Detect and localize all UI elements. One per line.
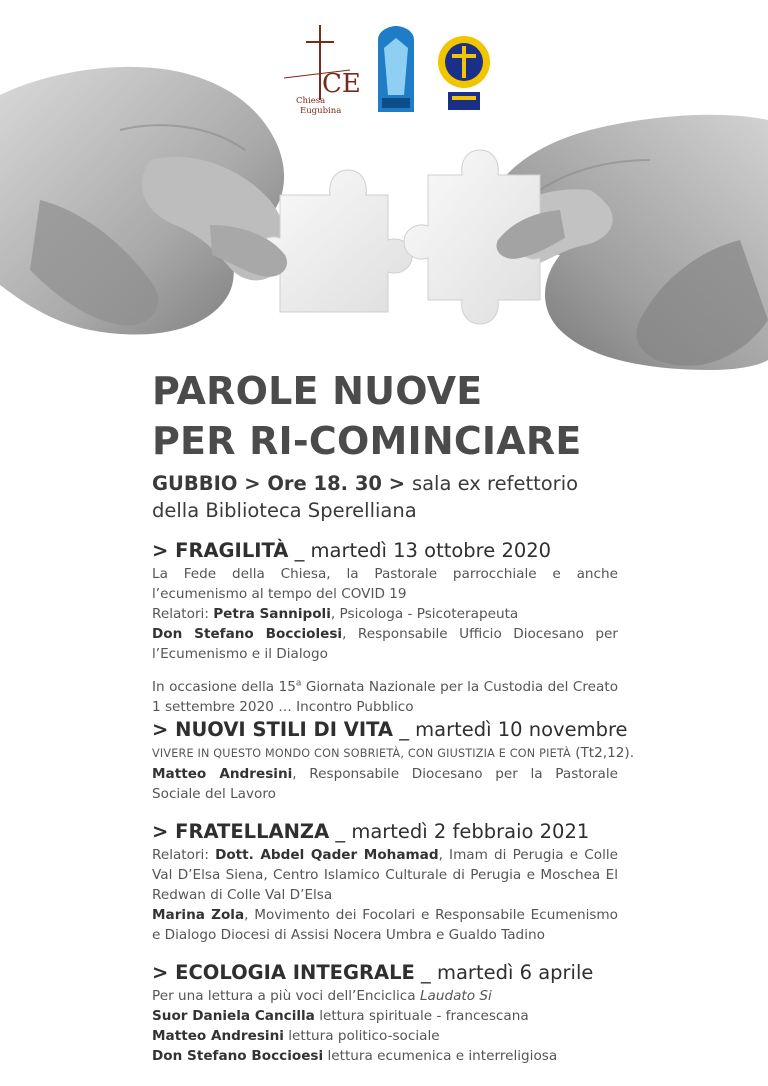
chiesa-monogram: CE: [322, 69, 361, 99]
speaker-role: , Responsabile Diocesano per la Pastorale Sociale del Lavoro: [152, 766, 618, 802]
speaker-role: , Psicologa - Psicoterapeuta: [330, 606, 519, 622]
diocese-arch-logo: [378, 26, 414, 112]
event-fratellanza: [152, 819, 618, 945]
speaker-role: lettura spirituale - francescana: [314, 1008, 529, 1024]
venue-info: [152, 470, 752, 524]
event-ecologia-title: > ECOLOGIA INTEGRALE: [152, 961, 415, 984]
venue-sep-1: >: [237, 472, 268, 495]
event-stili-quote-ref: (Tt2,12).: [570, 745, 635, 761]
speaker-role: lettura ecumenica e interreligiosa: [323, 1048, 558, 1064]
speaker-name: Dott. Abdel Qader Mohamad: [215, 847, 439, 863]
title-line-1: PAROLE NUOVE: [152, 369, 483, 413]
event-stili-date: _ martedì 10 novembre: [393, 718, 628, 741]
title-line-2: PER RI-COMINCIARE: [152, 419, 582, 463]
event-ecologia-intro: Per una lettura a più voci dell’Enciclica: [152, 988, 420, 1004]
encyclical-title: Laudato Si: [419, 988, 492, 1004]
cross-medallion-logo: [438, 36, 490, 110]
speaker-name: Matteo Andresini: [152, 766, 293, 782]
speaker-role: lettura politico-sociale: [283, 1028, 440, 1044]
venue-place-1: sala ex refettorio: [411, 472, 579, 495]
event-fragilita-date: _ martedì 13 ottobre 2020: [288, 539, 552, 562]
chiesa-eugubina-logo: [284, 25, 361, 116]
chiesa-logo-text-1: Chiesa: [296, 96, 326, 106]
event-ecologia-date: _ martedì 6 aprile: [414, 961, 594, 984]
chiesa-logo-text-2: Eugubina: [300, 106, 342, 116]
venue-time: Ore 18. 30: [267, 472, 383, 495]
event-ecologia: [152, 960, 618, 1066]
event-fratellanza-title: > FRATELLANZA: [152, 820, 330, 843]
venue-place-2: della Biblioteca Sperelliana: [152, 499, 417, 522]
occasione-text-a: In occasione della 15: [152, 679, 296, 695]
logos-bar: [0, 0, 768, 120]
event-nuovi-stili: [152, 717, 635, 804]
speaker-name: Don Stefano Boccioesi: [152, 1048, 324, 1064]
event-fragilita-title: > FRAGILITÀ: [152, 539, 289, 562]
venue-city: GUBBIO: [152, 472, 238, 495]
speaker-role: , Movimento dei Focolari e Responsabile Ecumenismo e Dialogo Diocesi di Assisi Nocera Umbra e Gualdo Tadino: [152, 907, 618, 943]
relatori-label: Relatori:: [152, 606, 214, 622]
occasione-note: [152, 677, 618, 717]
occasione-sup: a: [295, 678, 302, 689]
occasione-text-b: Giornata Nazionale per la Custodia del Creato 1 settembre 2020 … Incontro Pubblico: [152, 679, 619, 715]
poster-title: [152, 366, 752, 466]
speaker-name: Don Stefano Bocciolesi: [152, 626, 343, 642]
venue-sep-2: >: [382, 472, 412, 495]
speaker-name: Suor Daniela Cancilla: [152, 1008, 315, 1024]
speaker-role: , Imam di Perugia e Colle Val D’Elsa Siena, Centro Islamico Culturale di Perugia e Moschea El Redwan di Colle Val D’Elsa: [152, 847, 619, 903]
relatori-label: Relatori:: [152, 847, 216, 863]
event-fratellanza-date: _ martedì 2 febbraio 2021: [329, 820, 590, 843]
event-stili-quote: VIVERE IN QUESTO MONDO CON SOBRIETÀ, CON GIUSTIZIA E CON PIETÀ: [152, 747, 571, 760]
speaker-name: Marina Zola: [152, 907, 245, 923]
event-fragilita-desc: La Fede della Chiesa, la Pastorale parrocchiale e anche l’ecumenismo al tempo del COVID 19: [152, 566, 618, 602]
speaker-role: , Responsabile Ufficio Diocesano per l’Ecumenismo e il Dialogo: [152, 626, 619, 662]
speaker-name: Matteo Andresini: [152, 1028, 284, 1044]
speaker-name: Petra Sannipoli: [213, 606, 331, 622]
event-fragilita: [152, 538, 618, 664]
event-stili-title: > NUOVI STILI DI VITA: [152, 718, 393, 741]
